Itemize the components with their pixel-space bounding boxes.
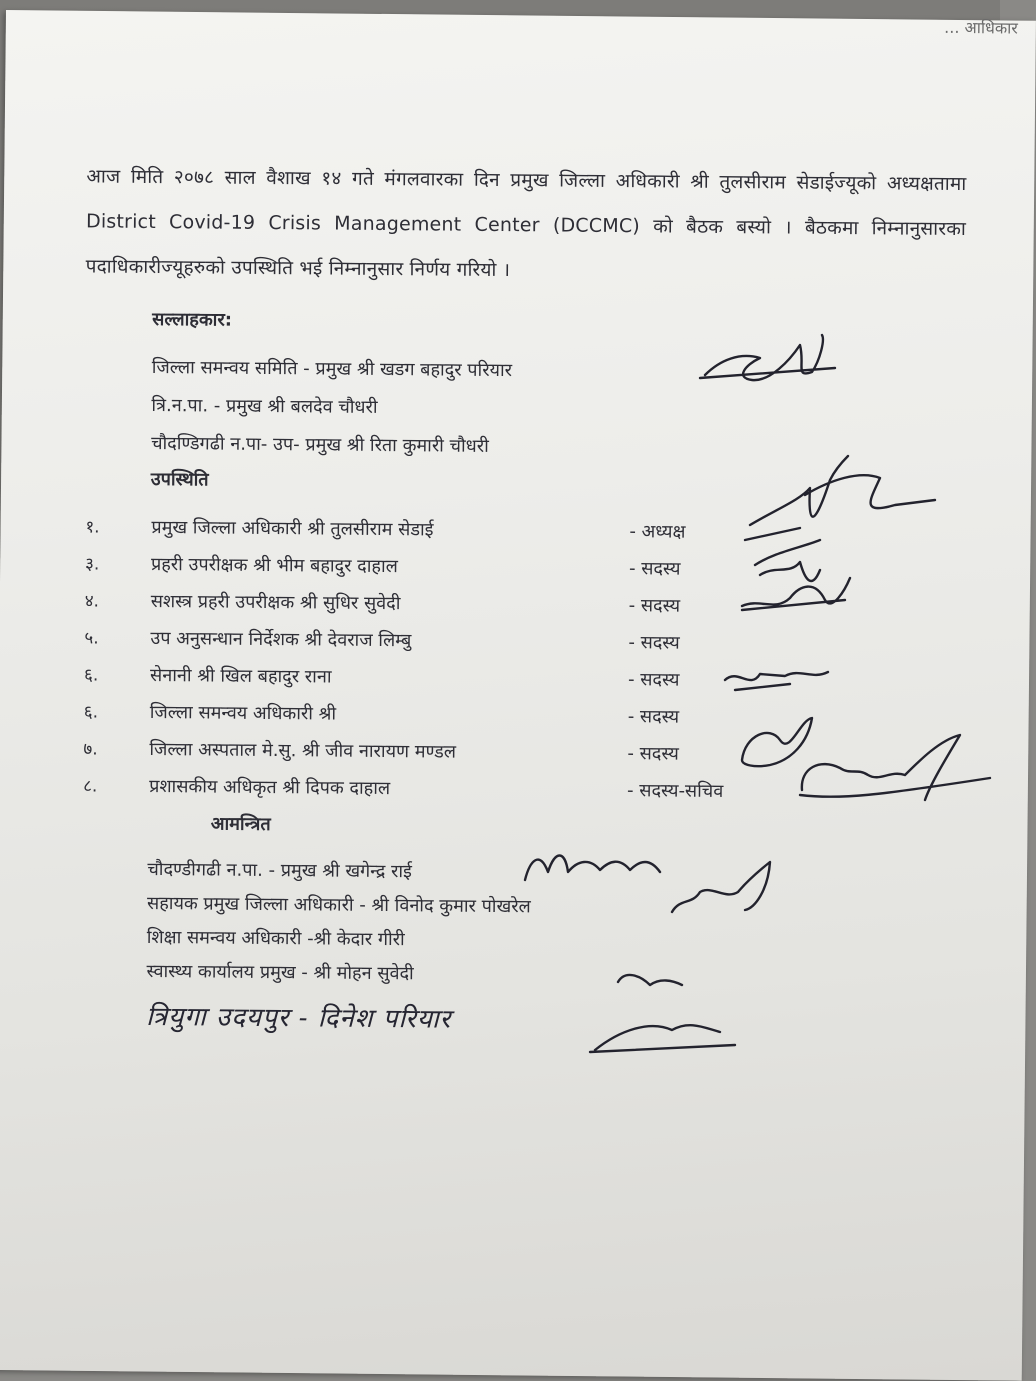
invited-heading: आमन्त्रित: [210, 813, 271, 836]
member-name: प्रहरी उपरीक्षक श्री भीम बहादुर दाहाल: [150, 553, 398, 578]
member-name: प्रशासकीय अधिकृत श्री दिपक दाहाल: [149, 775, 391, 800]
invited-item: स्वास्थ्य कार्यालय प्रमुख - श्री मोहन सुवेदी: [146, 960, 414, 985]
attendance-heading: उपस्थिति: [150, 468, 209, 491]
row-number: ४.: [84, 591, 100, 612]
member-role: - सदस्य: [628, 558, 681, 580]
advisor-item: जिल्ला समन्वय समिति - प्रमुख श्री खडग बहादुर परियार: [151, 356, 513, 382]
invited-item: शिक्षा समन्वय अधिकारी -श्री केदार गीरी: [146, 926, 405, 951]
row-number: ६.: [84, 665, 99, 686]
corner-fragment: ... आधिकार: [944, 17, 1018, 38]
row-number: ८.: [83, 776, 98, 797]
member-name: उप अनुसन्धान निर्देशक श्री देवराज लिम्बु: [150, 627, 412, 652]
row-number: १.: [85, 517, 100, 538]
member-name: सेनानी श्री खिल बहादुर राना: [150, 664, 332, 688]
member-role: - सदस्य: [628, 632, 680, 654]
handwritten-note: त्रियुगा उदयपुर - दिनेश परियार: [145, 1001, 452, 1035]
member-role: - सदस्य: [627, 743, 679, 765]
advisor-item: चौदण्डिगढी न.पा- उप- प्रमुख श्री रिता कुमारी चौधरी: [151, 432, 489, 457]
row-number: ३.: [84, 554, 100, 575]
row-number: ५.: [84, 628, 99, 649]
invited-item: सहायक प्रमुख जिल्ला अधिकारी - श्री विनोद कुमार पोखरेल: [147, 892, 531, 918]
member-role: - अध्यक्ष: [629, 521, 686, 543]
member-role: - सदस्य-सचिव: [627, 780, 724, 802]
member-name: सशस्त्र प्रहरी उपरीक्षक श्री सुधिर सुवेदी: [150, 590, 401, 615]
member-name: जिल्ला समन्वय अधिकारी श्री: [149, 701, 337, 725]
advisors-heading: सल्लाहकार:: [152, 308, 233, 331]
row-number: ७.: [83, 739, 98, 760]
member-role: - सदस्य: [627, 669, 680, 691]
member-name: जिल्ला अस्पताल मे.सु. श्री जीव नारायण मण्डल: [149, 738, 457, 763]
advisor-item: त्रि.न.पा. - प्रमुख श्री बलदेव चौधरी: [151, 394, 378, 418]
invited-item: चौदण्डीगढी न.पा. - प्रमुख श्री खगेन्द्र राई: [147, 858, 413, 883]
member-role: - सदस्य: [628, 595, 681, 617]
intro-paragraph: आज मिति २०७८ साल वैशाख १४ गते मंगलवारका दिन प्रमुख जिल्ला अधिकारी श्री तुलसीराम सेडाईज्यूको अध्यक्षतामा District Covid-19 Crisis Management Center (DCCMC) को बैठक बस्यो । बैठकमा निम्नानुसारका पदाधिकारीज्यूहरुको उपस्थिति भई निम्नानुसार निर्णय गरियो ।: [85, 165, 967, 282]
member-name: प्रमुख जिल्ला अधिकारी श्री तुलसीराम सेडाई: [151, 516, 434, 541]
member-role: - सदस्य: [627, 706, 680, 728]
row-number: ६.: [83, 702, 99, 723]
